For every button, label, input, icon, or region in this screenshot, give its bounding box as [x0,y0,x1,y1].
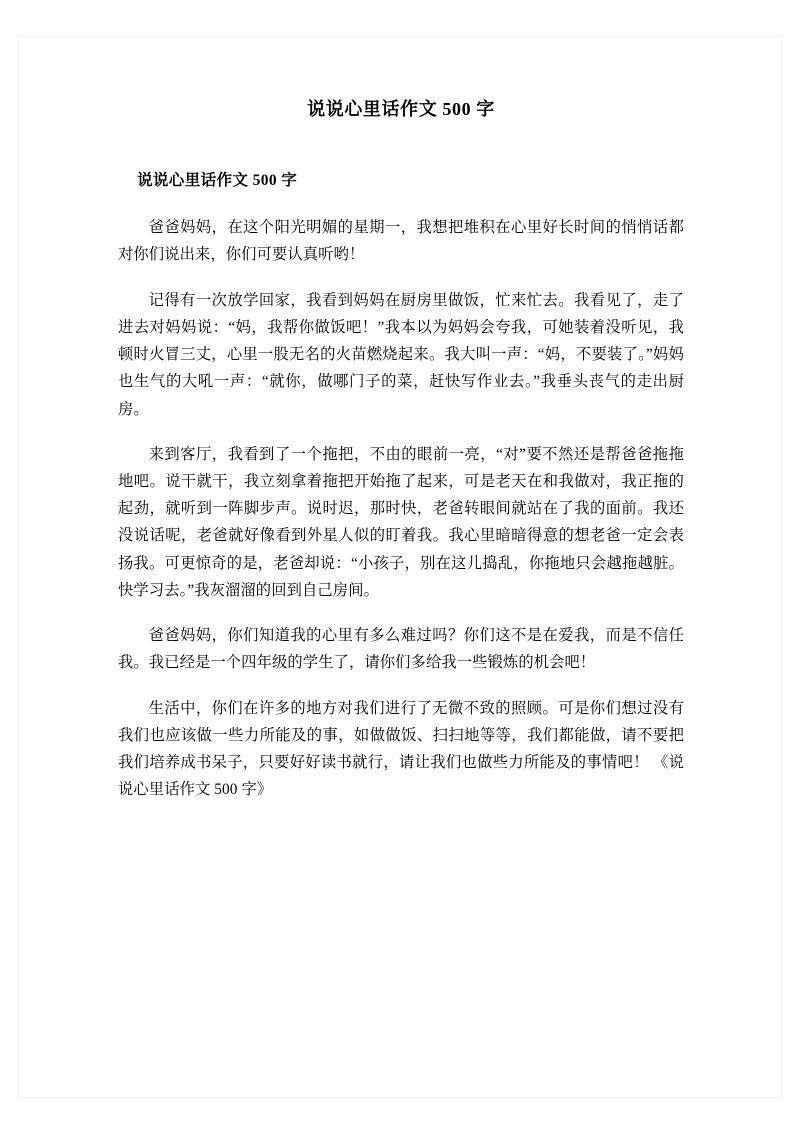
section-heading: 说说心里话作文 500 字 [137,172,298,189]
document-content [118,96,684,803]
body-paragraph: 记得有一次放学回家，我看到妈妈在厨房里做饭，忙来忙去。我看见了，走了进去对妈妈说：“妈，我帮你做饭吧！”我本以为妈妈会夸我，可她装着没听见，我顿时火冒三丈，心里一股无名的火苗燃烧起来。我大叫一声：“妈，不要装了。”妈妈也生气的大吼一声：“就你，做哪门子的菜，赶快写作业去。”我垂头丧气的走出厨房。 [118,291,684,418]
body-paragraph: 爸爸妈妈，在这个阳光明媚的星期一，我想把堆积在心里好长时间的悄悄话都对你们说出来，你们可要认真听哟！ [118,219,684,264]
body-paragraph: 生活中，你们在许多的地方对我们进行了无微不致的照顾。可是你们想过没有我们也应该做一些力所能及的事，如做做饭、扫扫地等等，我们都能做，请不要把我们培养成书呆子，只要好好读书就行，请让我们也做些力所能及的事情吧！ 《说说心里话作文 500 字》 [118,699,684,799]
page-title: 说说心里话作文 500 字 [307,99,495,119]
body-paragraph: 爸爸妈妈，你们知道我的心里有多么难过吗？你们这不是在爱我，而是不信任我。我已经是一个四年级的学生了，请你们多给我一些锻炼的机会吧！ [118,627,684,672]
body-paragraph: 来到客厅，我看到了一个拖把，不由的眼前一亮，“对”要不然还是帮爸爸拖拖地吧。说干就干，我立刻拿着拖把开始拖了起来，可是老天在和我做对，我正拖的起劲，就听到一阵脚步声。说时迟，那时快，老爸转眼间就站在了我的面前。我还没说话呢，老爸就好像看到外星人似的盯着我。我心里暗暗得意的想老爸一定会表扬我。可更惊奇的是，老爸却说：“小孩子，别在这儿捣乱，你拖地只会越拖越脏。快学习去。”我灰溜溜的回到自己房间。 [118,445,684,599]
